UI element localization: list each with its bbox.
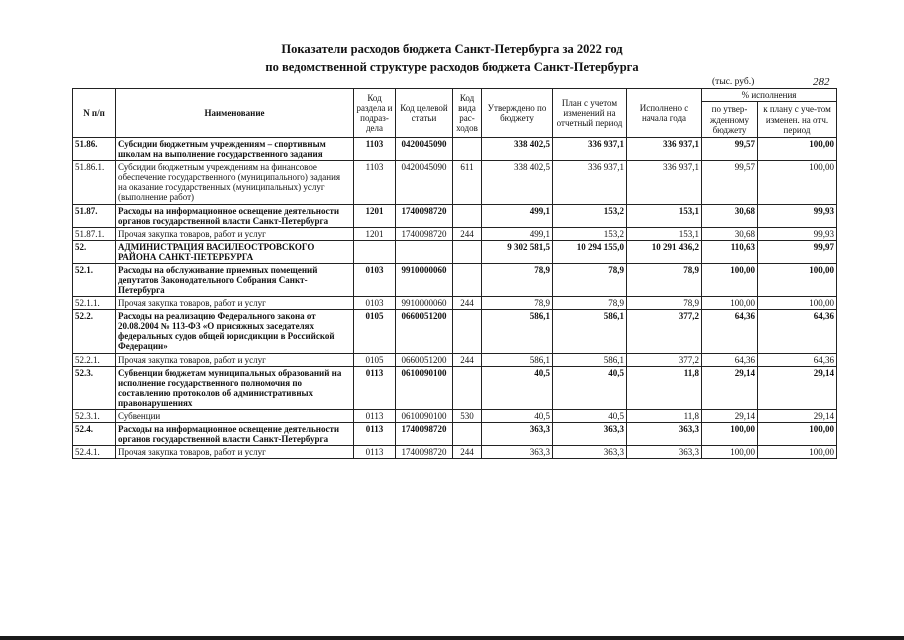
row-approved: 499,1 — [482, 204, 553, 227]
row-expense-type — [453, 263, 482, 296]
row-name: Субвенции бюджетам муниципальных образований на исполнение государственного полномочия по составлению протоколов об административных правонарушениях — [116, 366, 354, 409]
row-pct-plan: 64,36 — [758, 310, 837, 353]
row-name: Субсидии бюджетным учреждениям – спортивным школам на выполнение государственного задания — [116, 138, 354, 161]
row-section-code: 1103 — [354, 138, 396, 161]
row-pct-approved: 99,57 — [702, 161, 758, 204]
row-pct-approved: 100,00 — [702, 263, 758, 296]
row-pct-approved: 64,36 — [702, 310, 758, 353]
row-target-code: 0420045090 — [396, 161, 453, 204]
row-executed: 11,8 — [627, 366, 702, 409]
header-expense-type: Код вида рас-ходов — [453, 89, 482, 138]
row-pct-plan: 99,97 — [758, 240, 837, 263]
row-expense-type: 244 — [453, 446, 482, 459]
row-target-code: 0610090100 — [396, 366, 453, 409]
row-plan: 336 937,1 — [553, 161, 627, 204]
row-number: 52.4.1. — [73, 446, 116, 459]
table-row — [73, 446, 837, 459]
table-row — [73, 240, 837, 263]
row-pct-plan: 100,00 — [758, 138, 837, 161]
row-section-code: 1201 — [354, 204, 396, 227]
row-pct-plan: 29,14 — [758, 366, 837, 409]
row-plan: 10 294 155,0 — [553, 240, 627, 263]
row-expense-type: 244 — [453, 297, 482, 310]
budget-table — [72, 88, 837, 459]
row-section-code: 1201 — [354, 227, 396, 240]
units-label: (тыс. руб.) — [712, 77, 755, 87]
row-expense-type — [453, 138, 482, 161]
row-name: АДМИНИСТРАЦИЯ ВАСИЛЕОСТРОВСКОГО РАЙОНА САНКТ-ПЕТЕРБУРГА — [116, 240, 354, 263]
header-name: Наименование — [116, 89, 354, 138]
header-pct-plan: к плану с уче-том изменен. на отч. период — [758, 102, 837, 138]
row-target-code: 9910000060 — [396, 297, 453, 310]
row-plan: 363,3 — [553, 446, 627, 459]
row-executed: 363,3 — [627, 423, 702, 446]
row-executed: 336 937,1 — [627, 138, 702, 161]
row-approved: 499,1 — [482, 227, 553, 240]
row-executed: 10 291 436,2 — [627, 240, 702, 263]
row-expense-type — [453, 240, 482, 263]
row-pct-approved: 30,68 — [702, 227, 758, 240]
table-row — [73, 138, 837, 161]
table-row — [73, 204, 837, 227]
row-name: Расходы на обслуживание приемных помещений депутатов Законодательного Собрания Санкт-Петербурга — [116, 263, 354, 296]
row-expense-type: 244 — [453, 227, 482, 240]
row-number: 51.87.1. — [73, 227, 116, 240]
header-plan: План с учетом изменений на отчетный период — [553, 89, 627, 138]
row-expense-type: 244 — [453, 353, 482, 366]
row-target-code: 0610090100 — [396, 409, 453, 422]
header-num: N п/п — [73, 89, 116, 138]
row-section-code: 0103 — [354, 263, 396, 296]
row-plan: 78,9 — [553, 263, 627, 296]
row-plan: 40,5 — [553, 409, 627, 422]
header-percent-group: % исполнения — [702, 89, 837, 102]
scan-bottom-edge — [0, 636, 904, 640]
row-approved: 78,9 — [482, 297, 553, 310]
row-section-code: 0105 — [354, 353, 396, 366]
row-expense-type — [453, 366, 482, 409]
table-row — [73, 297, 837, 310]
row-number: 52.3.1. — [73, 409, 116, 422]
row-name: Прочая закупка товаров, работ и услуг — [116, 227, 354, 240]
row-pct-approved: 30,68 — [702, 204, 758, 227]
row-pct-approved: 100,00 — [702, 297, 758, 310]
row-plan: 586,1 — [553, 353, 627, 366]
row-executed: 363,3 — [627, 446, 702, 459]
header-executed: Исполнено с начала года — [627, 89, 702, 138]
row-number: 51.86.1. — [73, 161, 116, 204]
row-plan: 363,3 — [553, 423, 627, 446]
row-pct-approved: 100,00 — [702, 423, 758, 446]
row-pct-plan: 100,00 — [758, 161, 837, 204]
row-target-code: 0660051200 — [396, 353, 453, 366]
row-pct-plan: 100,00 — [758, 297, 837, 310]
row-section-code: 0113 — [354, 366, 396, 409]
row-executed: 377,2 — [627, 353, 702, 366]
row-approved: 338 402,5 — [482, 138, 553, 161]
row-pct-plan: 100,00 — [758, 263, 837, 296]
row-target-code: 1740098720 — [396, 446, 453, 459]
row-name: Расходы на информационное освещение деятельности органов государственной власти Санкт-Петербурга — [116, 423, 354, 446]
row-executed: 11,8 — [627, 409, 702, 422]
row-section-code: 0113 — [354, 409, 396, 422]
row-expense-type — [453, 423, 482, 446]
header-section-code: Код раздела и подраз-дела — [354, 89, 396, 138]
row-number: 52.1. — [73, 263, 116, 296]
row-target-code: 0420045090 — [396, 138, 453, 161]
row-section-code: 0113 — [354, 446, 396, 459]
row-approved: 363,3 — [482, 423, 553, 446]
row-approved: 586,1 — [482, 310, 553, 353]
row-name: Прочая закупка товаров, работ и услуг — [116, 446, 354, 459]
row-name: Субвенции — [116, 409, 354, 422]
row-target-code: 0660051200 — [396, 310, 453, 353]
row-executed: 153,1 — [627, 204, 702, 227]
document-title-line-2: по ведомственной структуре расходов бюджета Санкт-Петербурга — [265, 60, 639, 74]
row-approved: 9 302 581,5 — [482, 240, 553, 263]
row-approved: 338 402,5 — [482, 161, 553, 204]
row-expense-type: 530 — [453, 409, 482, 422]
row-number: 52.1.1. — [73, 297, 116, 310]
row-target-code: 1740098720 — [396, 204, 453, 227]
table-row — [73, 409, 837, 422]
row-plan: 78,9 — [553, 297, 627, 310]
table-row — [73, 310, 837, 353]
row-expense-type — [453, 310, 482, 353]
row-pct-plan: 29,14 — [758, 409, 837, 422]
row-target-code — [396, 240, 453, 263]
row-plan: 40,5 — [553, 366, 627, 409]
row-number: 51.87. — [73, 204, 116, 227]
row-number: 52.4. — [73, 423, 116, 446]
row-number: 52.3. — [73, 366, 116, 409]
row-plan: 336 937,1 — [553, 138, 627, 161]
row-section-code: 0103 — [354, 297, 396, 310]
row-pct-plan: 99,93 — [758, 227, 837, 240]
row-number: 52. — [73, 240, 116, 263]
row-pct-plan: 64,36 — [758, 353, 837, 366]
row-section-code: 1103 — [354, 161, 396, 204]
document-title-line-1: Показатели расходов бюджета Санкт-Петербурга за 2022 год — [281, 42, 623, 56]
row-pct-approved: 100,00 — [702, 446, 758, 459]
page-number: 282 — [813, 76, 830, 88]
row-plan: 153,2 — [553, 204, 627, 227]
row-pct-plan: 99,93 — [758, 204, 837, 227]
row-target-code: 1740098720 — [396, 423, 453, 446]
row-pct-approved: 110,63 — [702, 240, 758, 263]
row-expense-type — [453, 204, 482, 227]
row-approved: 40,5 — [482, 409, 553, 422]
row-executed: 78,9 — [627, 297, 702, 310]
row-number: 52.2.1. — [73, 353, 116, 366]
table-row — [73, 263, 837, 296]
table-row — [73, 366, 837, 409]
header-approved: Утверждено по бюджету — [482, 89, 553, 138]
row-name: Прочая закупка товаров, работ и услуг — [116, 297, 354, 310]
row-number: 51.86. — [73, 138, 116, 161]
row-plan: 586,1 — [553, 310, 627, 353]
header-pct-approved: по утвер-жденному бюджету — [702, 102, 758, 138]
row-target-code: 1740098720 — [396, 227, 453, 240]
row-section-code: 0105 — [354, 310, 396, 353]
row-approved: 363,3 — [482, 446, 553, 459]
row-approved: 40,5 — [482, 366, 553, 409]
row-pct-plan: 100,00 — [758, 446, 837, 459]
row-section-code — [354, 240, 396, 263]
table-body — [73, 138, 837, 459]
row-pct-plan: 100,00 — [758, 423, 837, 446]
row-executed: 78,9 — [627, 263, 702, 296]
row-approved: 586,1 — [482, 353, 553, 366]
row-pct-approved: 29,14 — [702, 409, 758, 422]
row-executed: 153,1 — [627, 227, 702, 240]
row-pct-approved: 99,57 — [702, 138, 758, 161]
row-pct-approved: 29,14 — [702, 366, 758, 409]
row-name: Прочая закупка товаров, работ и услуг — [116, 353, 354, 366]
table-row — [73, 353, 837, 366]
row-pct-approved: 64,36 — [702, 353, 758, 366]
row-approved: 78,9 — [482, 263, 553, 296]
row-plan: 153,2 — [553, 227, 627, 240]
table-row — [73, 161, 837, 204]
header-target-code: Код целевой статьи — [396, 89, 453, 138]
table-row — [73, 227, 837, 240]
row-name: Расходы на информационное освещение деятельности органов государственной власти Санкт-Петербурга — [116, 204, 354, 227]
row-executed: 377,2 — [627, 310, 702, 353]
row-number: 52.2. — [73, 310, 116, 353]
row-section-code: 0113 — [354, 423, 396, 446]
row-expense-type: 611 — [453, 161, 482, 204]
table-row — [73, 423, 837, 446]
row-name: Расходы на реализацию Федерального закона от 20.08.2004 № 113-ФЗ «О присяжных заседателях федеральных судов общей юрисдикции в Российской Федерации» — [116, 310, 354, 353]
row-target-code: 9910000060 — [396, 263, 453, 296]
row-name: Субсидии бюджетным учреждениям на финансовое обеспечение государственного (муниципального) задания на оказание государственных (муниципальных) услуг (выполнение работ) — [116, 161, 354, 204]
row-executed: 336 937,1 — [627, 161, 702, 204]
